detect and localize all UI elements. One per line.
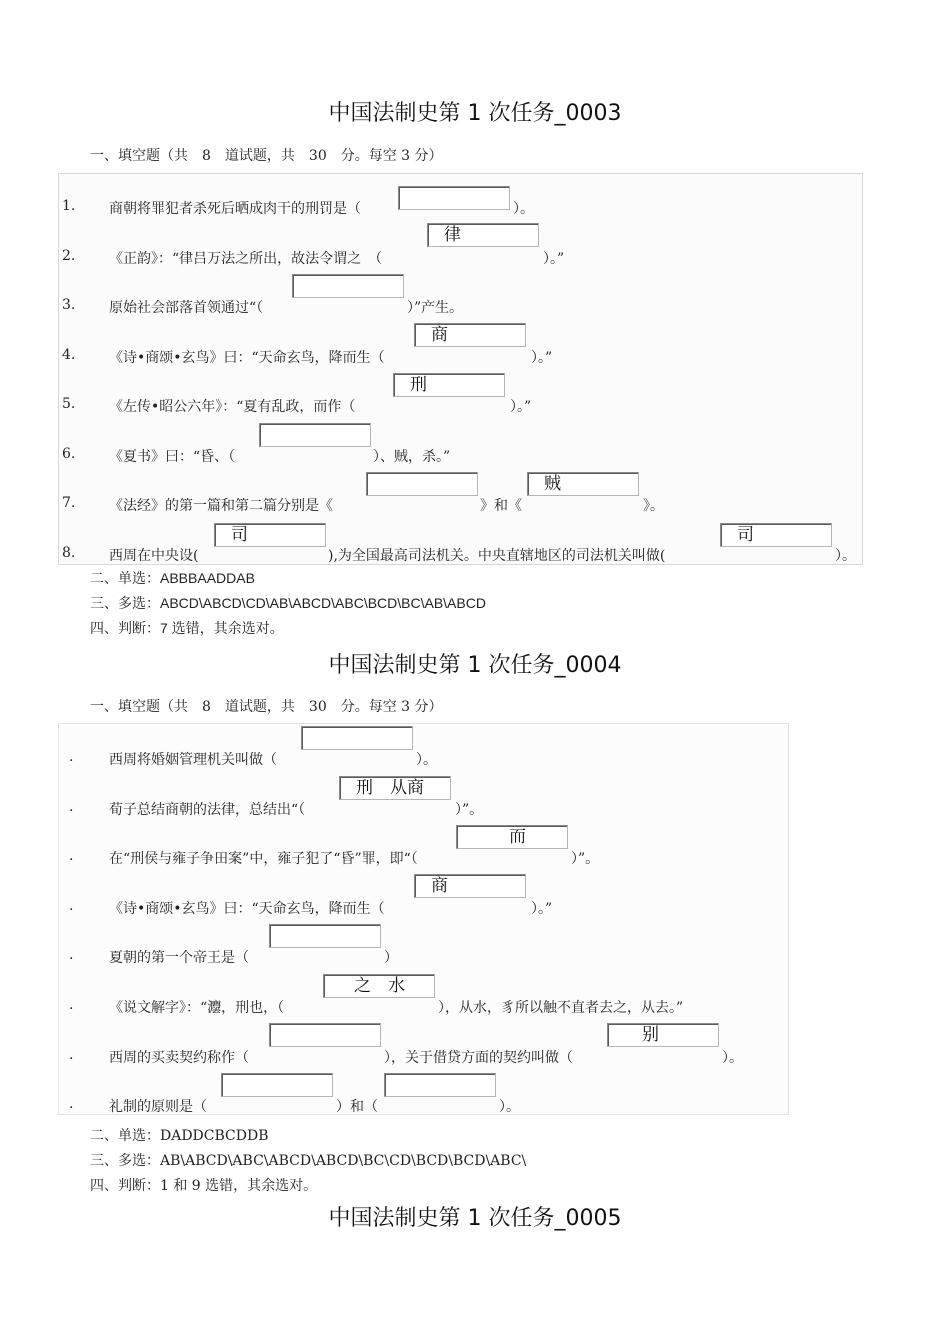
question-text-mid: ）和（: [336, 1099, 378, 1115]
answer-input[interactable]: [221, 1073, 333, 1097]
question-text-end: ）、贼，杀。”: [373, 449, 451, 465]
task-title: 中国法制史第 1 次任务_0003: [328, 101, 622, 126]
answer-input[interactable]: [366, 472, 478, 496]
answer-input[interactable]: [259, 423, 371, 447]
question-number: .: [69, 1096, 74, 1112]
question-text: 《正韵》：“律吕万法之所出，故法令谓之 （: [109, 251, 383, 267]
question-text: 在“刑侯与雍子争田案”中，雍子犯了“昏”罪，即“（: [109, 851, 418, 867]
question-text: 夏朝的第一个帝王是（: [109, 950, 249, 966]
answer-input[interactable]: 之 水: [323, 974, 435, 998]
answer-input[interactable]: 司: [214, 523, 326, 547]
question-number: 2.: [62, 248, 76, 264]
question-text: 《说文解字》：“灋，刑也，（: [109, 1000, 285, 1016]
question-number: 8.: [62, 545, 76, 561]
question-text: 礼制的原则是（: [109, 1099, 207, 1115]
question-number: 3.: [62, 297, 76, 313]
question-text-end: ）。: [513, 201, 534, 217]
question-number: .: [69, 947, 74, 963]
question-text: 西周的买卖契约称作（: [109, 1050, 249, 1066]
answer-input[interactable]: [384, 1073, 496, 1097]
question-text-end: ）。”: [510, 399, 532, 415]
fill-in-panel: [58, 173, 863, 565]
question-text: 荀子总结商朝的法律，总结出“（: [109, 802, 306, 818]
question-text-mid: 》和《: [480, 498, 522, 514]
question-text-end: ）。”: [531, 350, 553, 366]
question-text-end: ）。: [499, 1099, 520, 1115]
answer-input[interactable]: [292, 274, 404, 298]
answer-input[interactable]: 贼: [527, 472, 639, 496]
question-text: 原始社会部落首领通过“（: [109, 300, 264, 316]
section-title: 一、填空题（共 8 道试题，共 30 分。每空 3 分）: [90, 148, 443, 164]
answer-input[interactable]: [398, 186, 510, 210]
question-text-end: ）”。: [571, 851, 600, 867]
question-text: 《法经》的第一篇和第二篇分别是《: [109, 498, 333, 514]
question-text: 西周在中央设(: [109, 548, 199, 564]
task-title: 中国法制史第 1 次任务_0004: [328, 653, 622, 678]
answer-input[interactable]: 律: [427, 223, 539, 247]
question-text-mid: ),为全国最高司法机关。中央直辖地区的司法机关叫做(: [328, 548, 666, 564]
question-number: 4.: [62, 347, 76, 363]
question-text-end: ）”产生。: [407, 300, 464, 316]
question-number: .: [69, 799, 74, 815]
task-title: 中国法制史第 1 次任务_0005: [328, 1206, 622, 1231]
multi-choice-answers: 三、多选：AB\ABCD\ABC\ABCD\ABCD\BC\CD\BCD\BCD\ABC\: [90, 1153, 527, 1169]
judgement-answers: 四、判断：7 选错，其余选对。: [90, 620, 284, 636]
question-text: 西周将婚姻管理机关叫做（: [109, 752, 277, 768]
question-number: 5.: [62, 396, 76, 412]
answer-input[interactable]: 司: [720, 523, 832, 547]
single-choice-answers: 二、单选：ABBBAADDAB: [90, 570, 255, 586]
question-text: 《诗•商颂•玄鸟》曰：“天命玄鸟，降而生（: [109, 350, 385, 366]
question-text-end: ）。”: [531, 901, 553, 917]
question-text-end: ）。”: [543, 251, 565, 267]
answer-input[interactable]: 商: [414, 323, 526, 347]
question-text-end: ）。: [835, 548, 856, 564]
question-number: .: [69, 997, 74, 1013]
question-text-end: ）。: [722, 1050, 743, 1066]
question-number: .: [69, 749, 74, 765]
question-number: .: [69, 898, 74, 914]
question-text-end: ），从水，豸所以触不直者去之，从去。”: [438, 1000, 684, 1016]
question-text-mid: ），关于借贷方面的契约叫做（: [384, 1050, 573, 1066]
question-number: .: [69, 1047, 74, 1063]
question-number: 7.: [62, 495, 76, 511]
answer-input[interactable]: 而: [456, 825, 568, 849]
question-number: 1.: [62, 198, 76, 214]
question-text-end: 》。: [643, 498, 664, 514]
single-choice-answers: 二、单选：DADDCBCDDB: [90, 1128, 269, 1144]
question-text: 《诗•商颂•玄鸟》曰：“天命玄鸟，降而生（: [109, 901, 385, 917]
answer-input[interactable]: 别: [607, 1023, 719, 1047]
answer-input[interactable]: [269, 1023, 381, 1047]
question-text: 商朝将罪犯者杀死后晒成肉干的刑罚是（: [109, 201, 361, 217]
answer-input[interactable]: 刑 从商: [339, 776, 451, 800]
answer-input[interactable]: [301, 726, 413, 750]
judgement-answers: 四、判断：1 和 9 选错，其余选对。: [90, 1178, 318, 1194]
question-text: 《左传•昭公六年》：“夏有乱政，而作（: [109, 399, 356, 415]
fill-in-panel: [58, 723, 789, 1115]
question-number: .: [69, 848, 74, 864]
answer-input[interactable]: 刑: [393, 373, 505, 397]
question-text: 《夏书》曰：“昏、（: [109, 449, 236, 465]
answer-input[interactable]: 商: [414, 874, 526, 898]
answer-input[interactable]: [269, 924, 381, 948]
question-number: 6.: [62, 446, 76, 462]
section-title: 一、填空题（共 8 道试题，共 30 分。每空 3 分）: [90, 699, 443, 715]
question-text-end: ）”。: [455, 802, 484, 818]
question-text-end: ）: [384, 950, 398, 966]
multi-choice-answers: 三、多选：ABCD\ABCD\CD\AB\ABCD\ABC\BCD\BC\AB\ABCD: [90, 595, 486, 611]
question-text-end: ）。: [416, 752, 437, 768]
